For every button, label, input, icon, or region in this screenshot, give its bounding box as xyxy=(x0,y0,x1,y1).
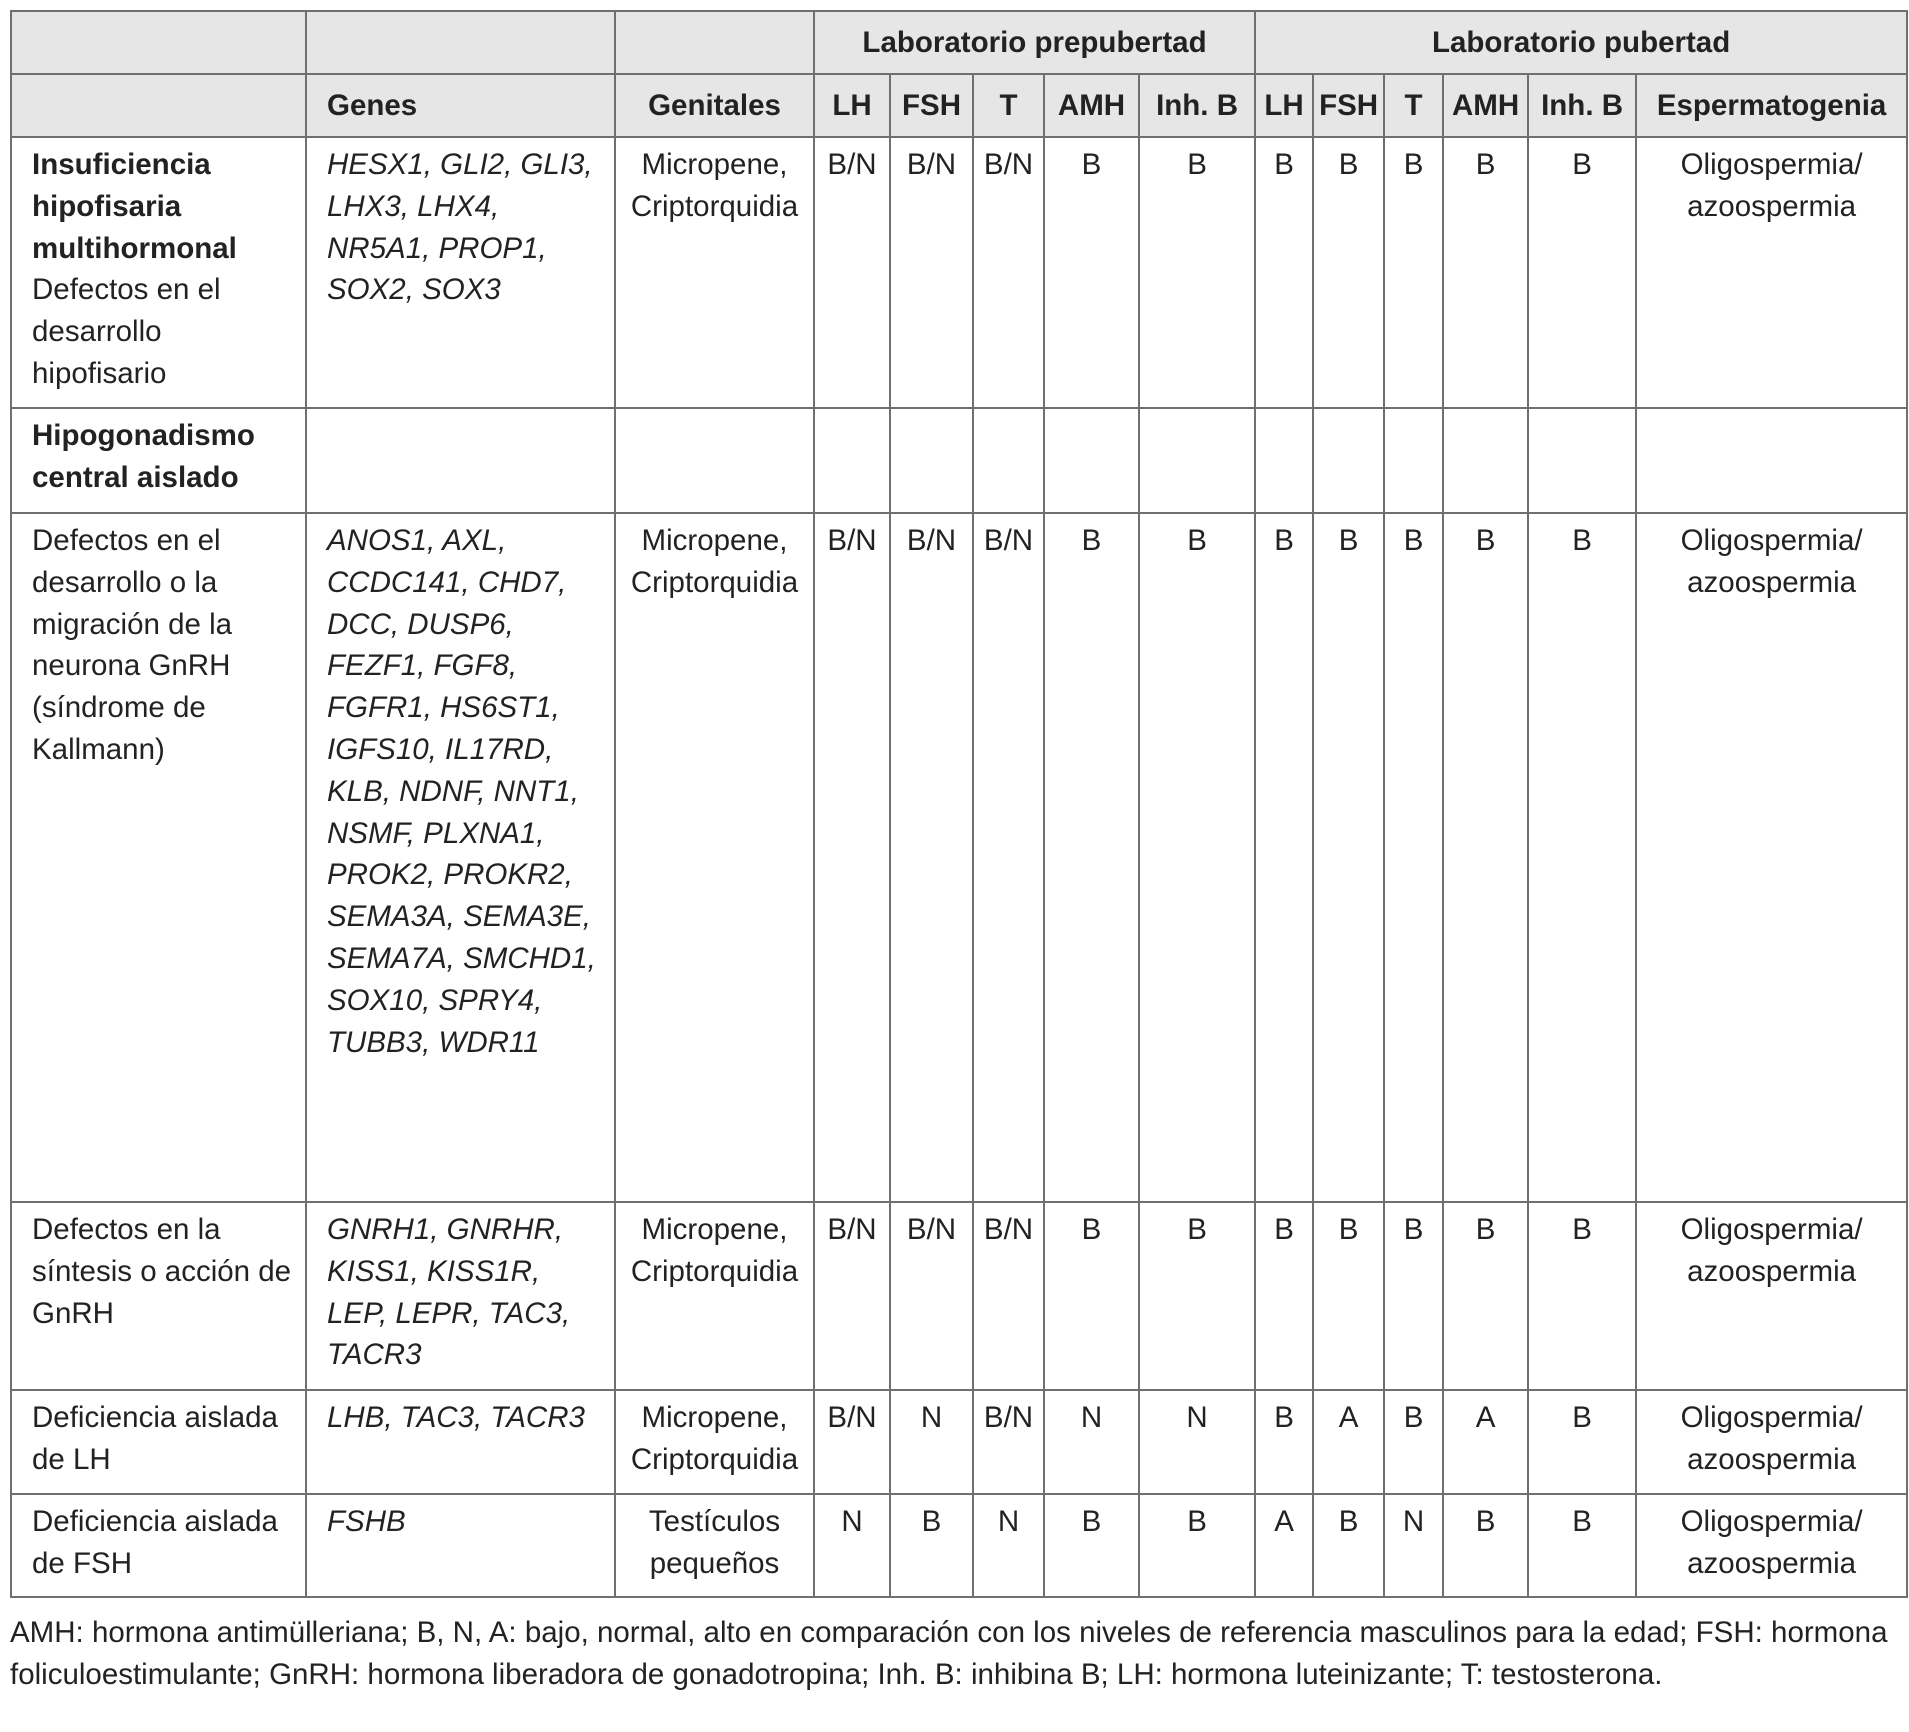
condition-title: Insuficiencia hipofisaria multihormonal xyxy=(32,148,237,265)
pub-inhb-cell: B xyxy=(1528,1390,1636,1494)
condition-cell xyxy=(11,408,306,513)
table-row xyxy=(11,137,1907,408)
pub-fsh-cell: A xyxy=(1313,1390,1384,1494)
header-pub-lh: LH xyxy=(1255,74,1313,137)
empty-cell xyxy=(306,408,615,513)
header-empty-cell xyxy=(11,74,306,137)
header-group-pubertal: Laboratorio pubertad xyxy=(1255,11,1907,74)
genitales-cell: Micropene, Criptorquidia xyxy=(615,513,814,1202)
pub-t-cell: N xyxy=(1384,1494,1443,1597)
pub-fsh-cell: B xyxy=(1313,513,1384,1202)
pub-espermatogenia-cell: Oligospermia/ azoospermia xyxy=(1636,1390,1907,1494)
pub-espermatogenia-cell: Oligospermia/ azoospermia xyxy=(1636,513,1907,1202)
condition-title: Hipogonadismo central aislado xyxy=(32,419,255,494)
pre-fsh-cell: N xyxy=(890,1390,973,1494)
condition-subtitle: Defectos en la síntesis o acción de GnRH xyxy=(32,1213,292,1330)
pre-amh-cell: N xyxy=(1044,1390,1139,1494)
pub-fsh-cell: B xyxy=(1313,137,1384,408)
empty-cell xyxy=(1384,408,1443,513)
header-pub-t: T xyxy=(1384,74,1443,137)
table-footnote: AMH: hormona antimülleriana; B, N, A: bajo, normal, alto en comparación con los niveles de referencia masculinos para la edad; FSH: hormona foliculoestimulante; GnRH: hormona liberadora de gonadotropina; Inh. B: inhibina B; LH: hormona luteinizante; T: testosterona. xyxy=(10,1616,1888,1691)
pre-lh-cell: B/N xyxy=(814,513,890,1202)
empty-cell xyxy=(1255,408,1313,513)
pre-inhb-cell: B xyxy=(1139,513,1255,1202)
condition-cell xyxy=(11,1390,306,1494)
pre-t-cell: B/N xyxy=(973,513,1044,1202)
header-pub-inhb: Inh. B xyxy=(1528,74,1636,137)
pre-inhb-cell: N xyxy=(1139,1390,1255,1494)
genitales-cell: Micropene, Criptorquidia xyxy=(615,1202,814,1390)
empty-cell xyxy=(814,408,890,513)
table-row xyxy=(11,513,1907,1202)
pub-lh-cell: B xyxy=(1255,1390,1313,1494)
pub-t-cell: B xyxy=(1384,513,1443,1202)
pre-amh-cell: B xyxy=(1044,513,1139,1202)
genes-cell: ANOS1, AXL, CCDC141, CHD7, DCC, DUSP6, FEZF1, FGF8, FGFR1, HS6ST1, IGFS10, IL17RD, KLB, NDNF, NNT1, NSMF, PLXNA1, PROK2, PROKR2, SEMA3A, SEMA3E, SEMA7A, SMCHD1, SOX10, SPRY4, TUBB3, WDR11 xyxy=(306,513,615,1202)
header-empty-cell xyxy=(306,11,615,74)
pre-t-cell: B/N xyxy=(973,1202,1044,1390)
condition-cell xyxy=(11,1202,306,1390)
table-row xyxy=(11,1494,1907,1597)
genitales-cell: Micropene, Criptorquidia xyxy=(615,1390,814,1494)
pub-amh-cell: B xyxy=(1443,1202,1528,1390)
empty-cell xyxy=(1044,408,1139,513)
condition-subtitle: Defectos en el desarrollo o la migración de la neurona GnRH (síndrome de Kallmann) xyxy=(32,524,233,766)
pre-amh-cell: B xyxy=(1044,137,1139,408)
table-container xyxy=(10,10,1906,1696)
pre-fsh-cell: B/N xyxy=(890,513,973,1202)
pre-inhb-cell: B xyxy=(1139,1494,1255,1597)
pub-inhb-cell: B xyxy=(1528,1202,1636,1390)
header-pre-amh: AMH xyxy=(1044,74,1139,137)
empty-cell xyxy=(890,408,973,513)
condition-subtitle: Deficiencia aislada de LH xyxy=(32,1401,278,1476)
header-pub-amh: AMH xyxy=(1443,74,1528,137)
header-pre-lh: LH xyxy=(814,74,890,137)
table-row xyxy=(11,408,1907,513)
pre-fsh-cell: B/N xyxy=(890,137,973,408)
pre-lh-cell: B/N xyxy=(814,137,890,408)
condition-cell xyxy=(11,1494,306,1597)
header-genes: Genes xyxy=(306,74,615,137)
genes-cell: HESX1, GLI2, GLI3, LHX3, LHX4, NR5A1, PROP1, SOX2, SOX3 xyxy=(306,137,615,408)
condition-subtitle: Defectos en el desarrollo hipofisario xyxy=(32,273,221,390)
condition-subtitle: Deficiencia aislada de FSH xyxy=(32,1505,278,1580)
table-row xyxy=(11,1202,1907,1390)
header-empty-cell xyxy=(615,11,814,74)
header-pre-t: T xyxy=(973,74,1044,137)
pub-amh-cell: B xyxy=(1443,137,1528,408)
genes-cell: LHB, TAC3, TACR3 xyxy=(306,1390,615,1494)
pub-inhb-cell: B xyxy=(1528,137,1636,408)
pub-amh-cell: B xyxy=(1443,513,1528,1202)
condition-cell xyxy=(11,137,306,408)
pub-amh-cell: A xyxy=(1443,1390,1528,1494)
genes-cell: GNRH1, GNRHR, KISS1, KISS1R, LEP, LEPR, TAC3, TACR3 xyxy=(306,1202,615,1390)
pub-inhb-cell: B xyxy=(1528,1494,1636,1597)
empty-cell xyxy=(1139,408,1255,513)
pub-t-cell: B xyxy=(1384,137,1443,408)
empty-cell xyxy=(1528,408,1636,513)
empty-cell xyxy=(1636,408,1907,513)
genitales-cell: Testículos pequeños xyxy=(615,1494,814,1597)
hypogonadism-table xyxy=(10,10,1908,1598)
pub-lh-cell: B xyxy=(1255,1202,1313,1390)
pub-lh-cell: B xyxy=(1255,137,1313,408)
pre-amh-cell: B xyxy=(1044,1202,1139,1390)
pub-espermatogenia-cell: Oligospermia/ azoospermia xyxy=(1636,1494,1907,1597)
header-pre-inhb: Inh. B xyxy=(1139,74,1255,137)
pub-lh-cell: A xyxy=(1255,1494,1313,1597)
header-pre-fsh: FSH xyxy=(890,74,973,137)
pre-t-cell: B/N xyxy=(973,1390,1044,1494)
pub-t-cell: B xyxy=(1384,1202,1443,1390)
pub-espermatogenia-cell: Oligospermia/ azoospermia xyxy=(1636,1202,1907,1390)
empty-cell xyxy=(615,408,814,513)
genes-cell: FSHB xyxy=(306,1494,615,1597)
pub-espermatogenia-cell: Oligospermia/ azoospermia xyxy=(1636,137,1907,408)
header-group-prepubertal: Laboratorio prepubertad xyxy=(814,11,1255,74)
empty-cell xyxy=(973,408,1044,513)
pre-fsh-cell: B xyxy=(890,1494,973,1597)
pub-fsh-cell: B xyxy=(1313,1202,1384,1390)
pre-lh-cell: B/N xyxy=(814,1390,890,1494)
pub-amh-cell: B xyxy=(1443,1494,1528,1597)
pub-t-cell: B xyxy=(1384,1390,1443,1494)
table-row xyxy=(11,1390,1907,1494)
empty-cell xyxy=(1443,408,1528,513)
empty-cell xyxy=(1313,408,1384,513)
pub-inhb-cell: B xyxy=(1528,513,1636,1202)
pre-amh-cell: B xyxy=(1044,1494,1139,1597)
header-pub-espermatogenia: Espermatogenia xyxy=(1636,74,1907,137)
header-empty-cell xyxy=(11,11,306,74)
header-row-columns xyxy=(11,74,1907,137)
pre-t-cell: B/N xyxy=(973,137,1044,408)
condition-cell xyxy=(11,513,306,1202)
pre-lh-cell: B/N xyxy=(814,1202,890,1390)
pre-inhb-cell: B xyxy=(1139,1202,1255,1390)
pre-inhb-cell: B xyxy=(1139,137,1255,408)
header-genitales: Genitales xyxy=(615,74,814,137)
pub-fsh-cell: B xyxy=(1313,1494,1384,1597)
pre-t-cell: N xyxy=(973,1494,1044,1597)
header-pub-fsh: FSH xyxy=(1313,74,1384,137)
header-row-groups xyxy=(11,11,1907,74)
genitales-cell: Micropene, Criptorquidia xyxy=(615,137,814,408)
pub-lh-cell: B xyxy=(1255,513,1313,1202)
pre-fsh-cell: B/N xyxy=(890,1202,973,1390)
pre-lh-cell: N xyxy=(814,1494,890,1597)
